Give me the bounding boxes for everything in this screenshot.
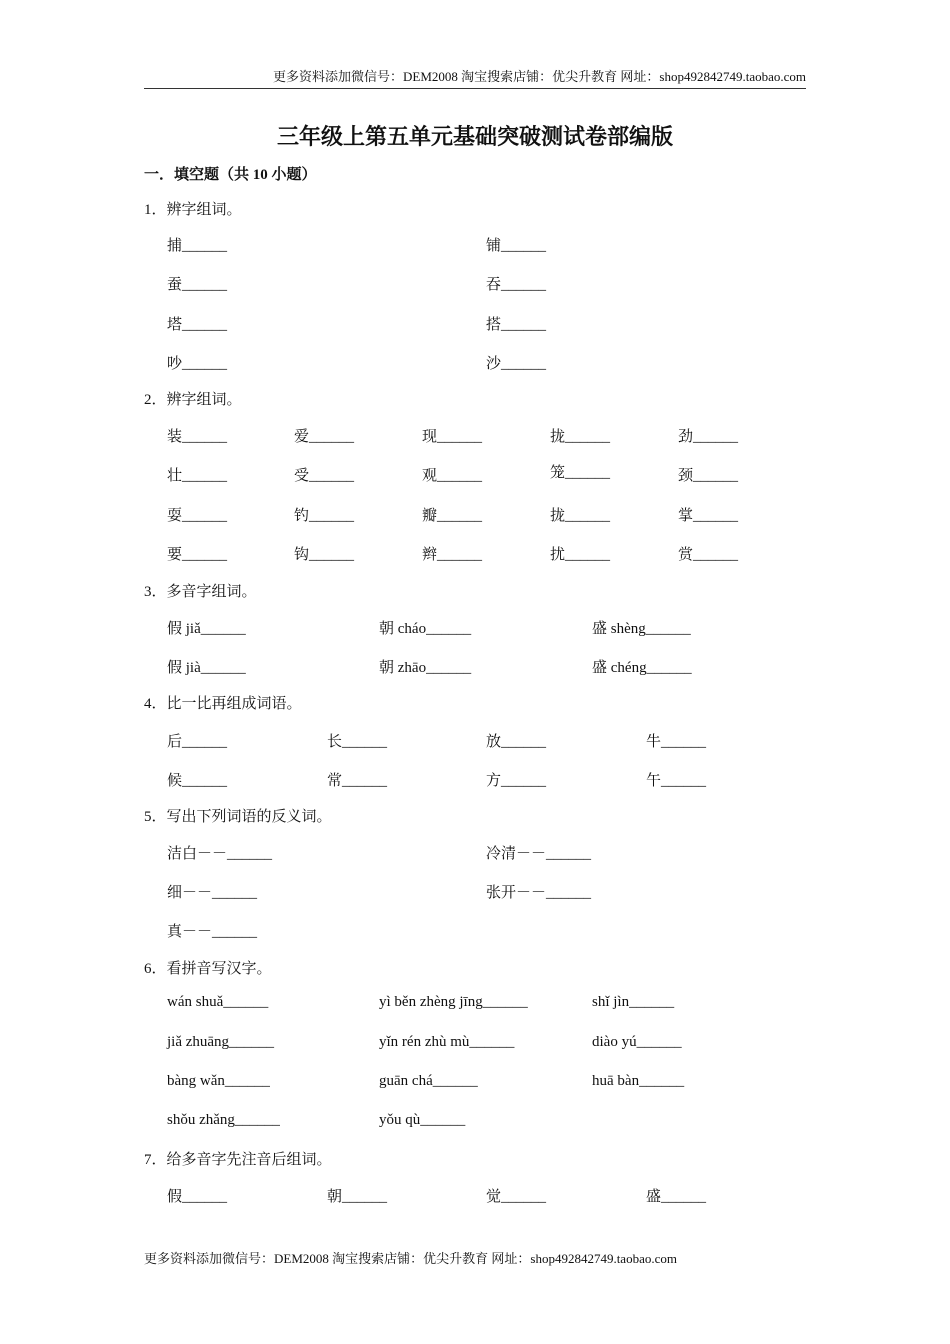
blank-item: 颈______ (678, 468, 739, 484)
blank-item: 钓______ (294, 508, 355, 524)
question-4-row (0, 769, 950, 791)
blank-item: yì běn zhèng jīng______ (379, 994, 528, 1010)
blank-item: 吵______ (167, 356, 228, 372)
blank-item: 放______ (486, 734, 547, 750)
question-3-label: 3．多音字组词。 (144, 584, 257, 600)
blank-item: 装______ (167, 429, 228, 445)
blank-item: 长______ (327, 734, 388, 750)
blank-item: 观______ (422, 468, 483, 484)
blank-item: 盛 shèng______ (592, 621, 691, 637)
blank-item: 劲______ (678, 429, 739, 445)
blank-item: 拢______ (550, 429, 611, 445)
blank-item: 盛 chéng______ (592, 660, 692, 676)
question-2-label: 2．辨字组词。 (144, 392, 242, 408)
blank-item: diào yú______ (592, 1034, 682, 1050)
blank-item: 掌______ (678, 508, 739, 524)
blank-item: huā bàn______ (592, 1073, 685, 1089)
question-4-row (0, 730, 950, 752)
question-7-row (0, 1185, 950, 1207)
blank-item: bàng wǎn______ (167, 1073, 270, 1089)
question-1-label: 1．辨字组词。 (144, 202, 242, 218)
blank-item: 吞______ (486, 277, 547, 293)
blank-item: jiǎ zhuāng______ (167, 1034, 275, 1050)
blank-item: 朝 zhāo______ (379, 660, 472, 676)
question-4-label: 4．比一比再组成词语。 (144, 696, 302, 712)
question-1-row (0, 313, 950, 335)
blank-item: 要______ (167, 547, 228, 563)
question-2-row (0, 543, 950, 565)
question-1-row (0, 352, 950, 374)
blank-item: 铺______ (486, 238, 547, 254)
blank-item: 冷清－－______ (486, 846, 592, 862)
question-5-label: 5．写出下列词语的反义词。 (144, 809, 332, 825)
question-6-row (0, 1073, 950, 1095)
blank-item: yǒu qù______ (379, 1112, 466, 1128)
blank-item: 假______ (167, 1189, 228, 1205)
question-6-row (0, 1112, 950, 1134)
blank-item: 洁白－－______ (167, 846, 273, 862)
page-header: 更多资料添加微信号：DEM2008 淘宝搜索店铺：优尖升教育 网址：shop492842749.taobao.com (144, 66, 806, 89)
blank-item: 沙______ (486, 356, 547, 372)
question-6-row (0, 1034, 950, 1056)
blank-item: 钩______ (294, 547, 355, 563)
blank-item: 受______ (294, 468, 355, 484)
blank-item: 搭______ (486, 317, 547, 333)
question-3-row (0, 656, 950, 678)
blank-item: 候______ (167, 773, 228, 789)
question-6-row (0, 994, 950, 1016)
blank-item: 赏______ (678, 547, 739, 563)
blank-item: 常______ (327, 773, 388, 789)
blank-item: 后______ (167, 734, 228, 750)
question-6-label: 6．看拼音写汉字。 (144, 961, 272, 977)
blank-item: 牛______ (646, 734, 707, 750)
blank-item: 盛______ (646, 1189, 707, 1205)
blank-item: 朝 cháo______ (379, 621, 472, 637)
blank-item: 瓣______ (422, 508, 483, 524)
blank-item: 真－－______ (167, 924, 258, 940)
blank-item: 塔______ (167, 317, 228, 333)
blank-item: 耍______ (167, 508, 228, 524)
blank-item: 壮______ (167, 468, 228, 484)
question-5-row (0, 881, 950, 903)
blank-item: 朝______ (327, 1189, 388, 1205)
blank-item: shǐ jìn______ (592, 994, 675, 1010)
blank-item: wán shuǎ______ (167, 994, 269, 1010)
blank-item: yǐn rén zhù mù______ (379, 1034, 515, 1050)
blank-item: 假 jià______ (167, 660, 246, 676)
blank-item: 午______ (646, 773, 707, 789)
blank-item: 拢______ (550, 508, 611, 524)
blank-item: 蚕______ (167, 277, 228, 293)
page-footer: 更多资料添加微信号：DEM2008 淘宝搜索店铺：优尖升教育 网址：shop492842749.taobao.com (144, 1251, 677, 1266)
question-7-label: 7．给多音字先注音后组词。 (144, 1152, 332, 1168)
blank-item: 张开－－______ (486, 885, 592, 901)
blank-item: 扰______ (550, 547, 611, 563)
blank-item: 捕______ (167, 238, 228, 254)
question-1-row (0, 273, 950, 295)
question-5-row (0, 920, 950, 942)
question-2-row (0, 464, 950, 486)
section-title: 一．填空题（共 10 小题） (144, 167, 317, 183)
blank-item: 觉______ (486, 1189, 547, 1205)
blank-item: 方______ (486, 773, 547, 789)
blank-item: 现______ (422, 429, 483, 445)
page-title: 三年级上第五单元基础突破测试卷部编版 (276, 124, 673, 149)
blank-item: shǒu zhǎng______ (167, 1112, 280, 1128)
blank-item: 笼______ (550, 465, 611, 481)
blank-item: 细－－______ (167, 885, 258, 901)
question-2-row (0, 425, 950, 447)
question-1-row (0, 234, 950, 256)
blank-item: 辫______ (422, 547, 483, 563)
question-5-row (0, 842, 950, 864)
question-2-row (0, 504, 950, 526)
blank-item: 爱______ (294, 429, 355, 445)
blank-item: 假 jiǎ______ (167, 621, 246, 637)
blank-item: guān chá______ (379, 1073, 478, 1089)
question-3-row (0, 617, 950, 639)
